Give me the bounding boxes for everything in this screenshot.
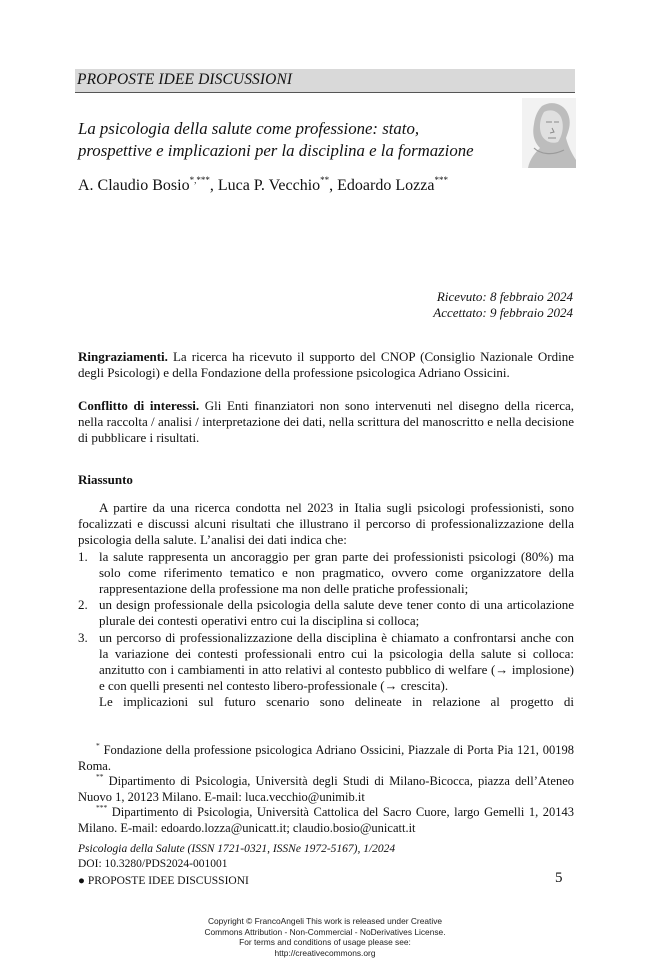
author-separator: , — [329, 177, 338, 194]
abstract-closing: Le implicazioni sul futuro scenario sono delineate in relazione al progetto di — [99, 694, 574, 710]
footnote-mark: ** — [96, 772, 104, 781]
abstract-body — [78, 500, 574, 711]
footnote-mark: * — [96, 741, 100, 750]
list-item-number: 2. — [78, 597, 88, 613]
footnote-text: Dipartimento di Psicologia, Università Cattolica del Sacro Cuore, largo Gemelli 1, 20143 Milano. E-mail: edoardo.lozza@unicatt.it; claudio.bosio@unicatt.it — [78, 805, 574, 835]
section-header-bar — [75, 69, 575, 93]
journal-citation: Psicologia della Salute (ISSN 1721-0321, ISSNe 1972-5167), 1/2024 — [78, 843, 396, 855]
title-line-2: prospettive e implicazioni per la disciplina e la formazione — [78, 141, 474, 160]
author-separator: , — [209, 177, 218, 194]
list-item-number: 3. — [78, 629, 88, 645]
list-item-number: 1. — [78, 548, 88, 564]
portrait-illustration-icon — [522, 98, 576, 168]
acknowledgements-paragraph — [78, 349, 574, 381]
author-name: A. Claudio Bosio — [78, 177, 190, 194]
license-line: Copyright © FrancoAngeli This work is released under Creative — [207, 916, 443, 926]
conflict-of-interest-paragraph — [78, 398, 574, 447]
footnote-mark: *** — [96, 803, 108, 812]
abstract-heading: Riassunto — [78, 472, 133, 487]
accepted-date: Accettato: 9 febbraio 2024 — [433, 305, 573, 320]
section-title: PROPOSTE IDEE DISCUSSIONI — [77, 71, 293, 88]
list-item-text: un design professionale della psicologia della salute deve tener conto di una articolazione plurale dei contesti operativi entro cui la disciplina si colloca; — [99, 597, 574, 629]
abstract-intro: A partire da una ricerca condotta nel 2023 in Italia sugli psicologi professionisti, sono focalizzati e discussi alcuni risultati che illustrano il percorso di professionalizzazione della psicologia della salute. L’analisi dei dati indica che: — [78, 500, 574, 548]
license-line: Commons Attribution - Non-Commercial - NoDerivatives License. — [204, 926, 446, 937]
conflict-text: Gli Enti finanziatori non sono intervenuti nel disegno della ricerca, nella raccolta / analisi / interpretazione dei dati, nella scrittura del manoscritto e nella decisione di pubblicare i risultati. — [78, 398, 574, 446]
list-item-text: la salute rappresenta un ancoraggio per gran parte dei professionisti psicologi (80%) ma solo come riferimento tematico e non pragmatico, ovvero come organizzatore della rappresentazione della professione ma non delle pratiche professionali; — [99, 548, 574, 597]
author-list — [78, 175, 448, 195]
acknowledgements-label: Ringraziamenti. — [78, 349, 168, 364]
list-item-text: un percorso di professionalizzazione della disciplina è chiamato a confrontarsi anche con la variazione dei contesti professionali entro cui la psicologia della salute si colloca: anzitutto con i cambiamenti in atto relativi al contesto pubblico di welfare (→ implosione) e con quelli presenti nel contesto libero-professionale (→ crescita). — [99, 629, 574, 694]
doi-text: DOI: 10.3280/PDS2024-001001 — [78, 858, 228, 870]
acknowledgements-text: La ricerca ha ricevuto il supporto del CNOP (Consiglio Nazionale Ordine degli Psicologi) e della Fondazione della professione psicologica Adriano Ossicini. — [78, 349, 574, 381]
title-line-1: La psicologia della salute come professione: stato, — [78, 119, 420, 138]
footnote-text: Dipartimento di Psicologia, Università degli Studi di Milano-Bicocca, piazza dell’Ateneo Nuovo 1, 20123 Milano. E-mail: luca.vecchio@unimib.it — [78, 774, 574, 804]
author-name: Edoardo Lozza — [337, 177, 435, 194]
author-affiliation-mark: *** — [434, 175, 448, 185]
author-name: Luca P. Vecchio — [217, 177, 321, 194]
list-item — [78, 597, 574, 629]
footnote-text: Fondazione della professione psicologica Adriano Ossicini, Piazzale di Porta Pia 121, 00198 Roma. — [78, 743, 574, 773]
author-affiliation-mark: ** — [320, 175, 330, 185]
license-notice — [150, 916, 500, 958]
received-date: Ricevuto: 8 febbraio 2024 — [436, 289, 573, 304]
license-line: For terms and conditions of usage please see: — [239, 937, 411, 947]
article-title — [78, 118, 508, 162]
author-affiliation-mark: *,*** — [189, 175, 210, 185]
submission-dates — [380, 289, 573, 321]
license-link[interactable]: http://creativecommons.org — [274, 947, 376, 958]
list-item — [78, 630, 574, 695]
list-item — [78, 549, 574, 598]
page-number: 5 — [555, 870, 563, 886]
footnote — [78, 800, 574, 836]
footer-section-label: ● PROPOSTE IDEE DISCUSSIONI — [78, 875, 249, 887]
conflict-label: Conflitto di interessi. — [78, 398, 200, 413]
